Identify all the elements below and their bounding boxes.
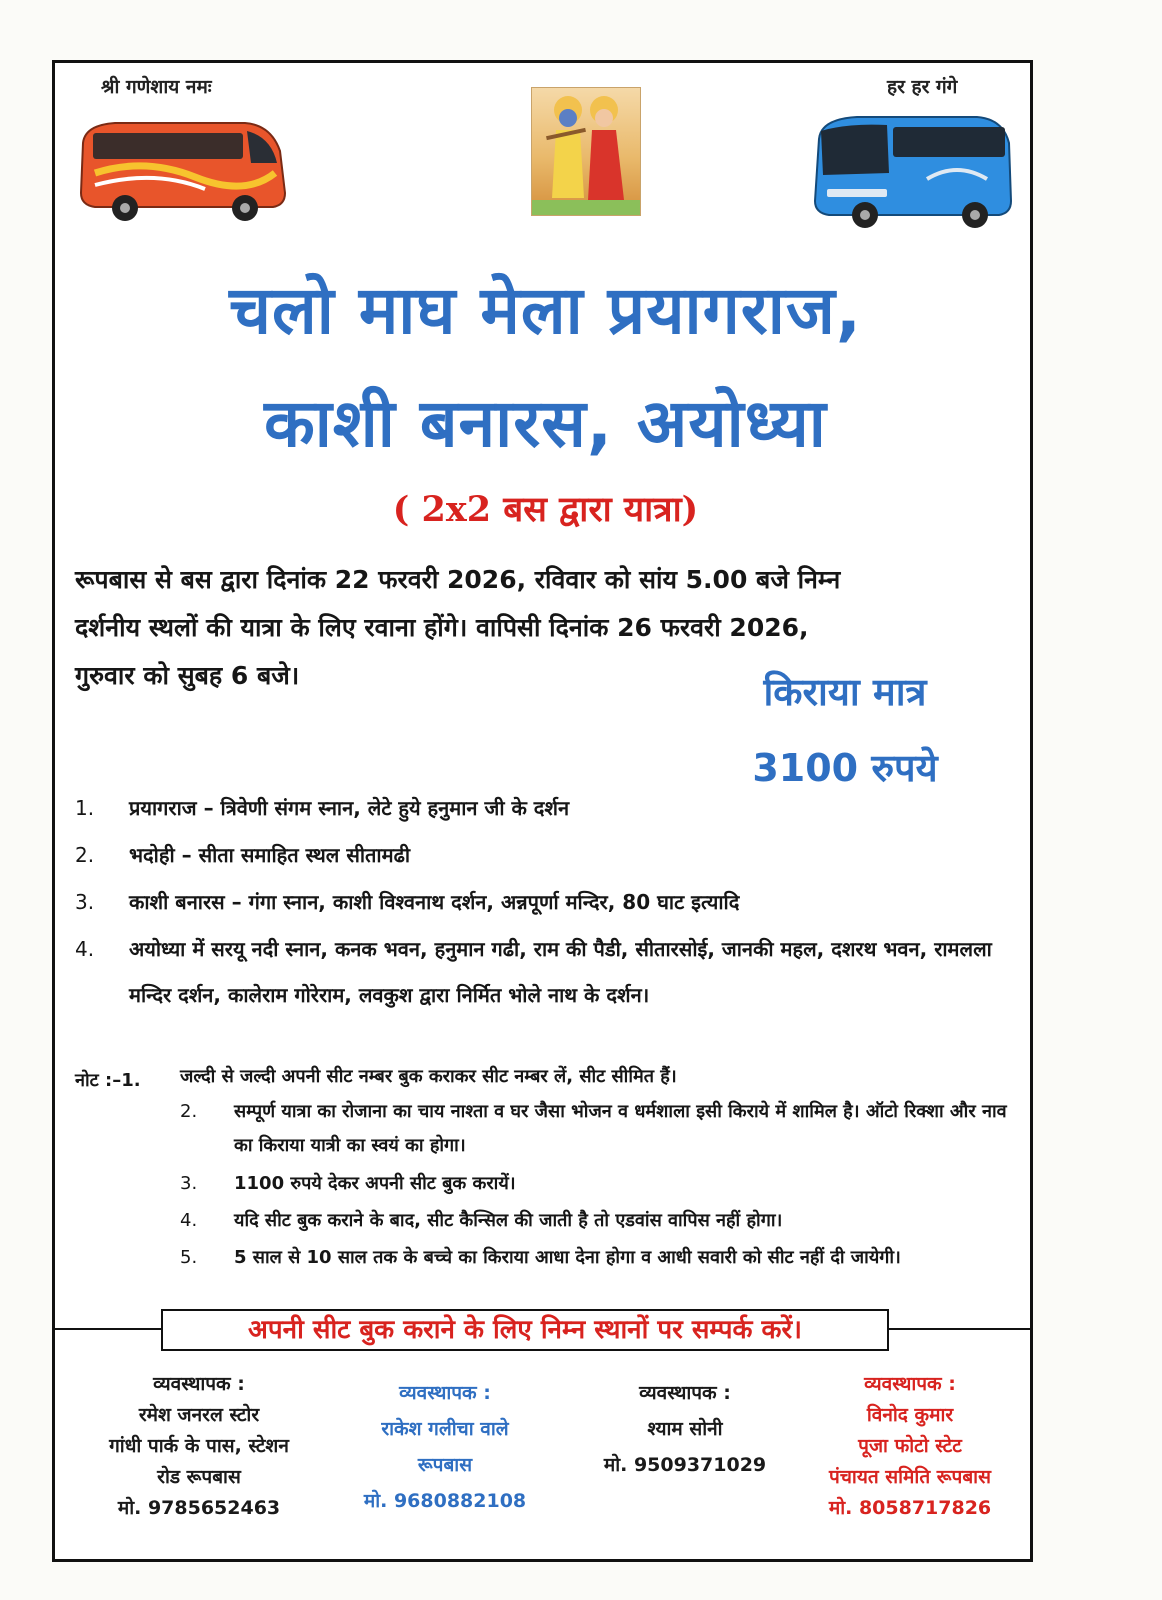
organizer-title: व्यवस्थापक : — [153, 1373, 245, 1395]
greeting-right: हर हर गंगे — [887, 76, 958, 98]
organizer-phone: मो. 9509371029 — [603, 1454, 767, 1476]
note-number: 4. — [180, 1210, 198, 1231]
organizer-card — [795, 1369, 1025, 1524]
organizer-card — [345, 1375, 545, 1519]
notes-heading: नोट :–1. — [75, 1070, 141, 1091]
note-text: जल्दी से जल्दी अपनी सीट नम्बर बुक कराकर सीट नम्बर लें, सीट सीमित हैं। — [180, 1066, 677, 1087]
organizer-name: विनोद कुमार — [866, 1404, 954, 1426]
organizer-card — [585, 1375, 785, 1483]
fare-label: किराया मात्र — [763, 670, 927, 714]
note-text: सम्पूर्ण यात्रा का रोजाना का चाय नाश्ता व घर जैसा भोजन व धर्मशाला इसी किराये में शामिल है। ऑटो रिक्शा और नाव का किराया यात्री का स्वयं का होगा। — [234, 1101, 1007, 1156]
bus-left-icon — [75, 113, 295, 225]
organizer-name: राकेश गलीचा वाले — [381, 1418, 509, 1440]
organizer-address: पूजा फोटो स्टेट — [858, 1435, 962, 1457]
fare-amount: 3100 रुपये — [752, 746, 938, 790]
organizer-title: व्यवस्थापक : — [639, 1382, 731, 1404]
subtitle: ( 2x2 बस द्वारा यात्रा) — [392, 489, 699, 530]
greeting-left: श्री गणेशाय नमः — [101, 76, 212, 98]
organizer-address: पंचायत समिति रूपबास — [829, 1466, 991, 1488]
organizer-card — [69, 1369, 329, 1524]
list-item-number: 3. — [75, 890, 95, 914]
contact-banner: अपनी सीट बुक कराने के लिए निम्न स्थानों पर सम्पर्क करें। — [161, 1309, 889, 1351]
list-item-text: प्रयागराज – त्रिवेणी संगम स्नान, लेटे हुये हनुमान जी के दर्शन — [129, 796, 570, 820]
note-text: यदि सीट बुक कराने के बाद, सीट कैन्सिल की जाती है तो एडवांस वापिस नहीं होगा। — [234, 1210, 783, 1231]
list-item-number: 2. — [75, 843, 95, 867]
title-line-2: काशी बनारस, अयोध्या — [264, 385, 827, 462]
intro-line-1: रूपबास से बस द्वारा दिनांक 22 फरवरी 2026, रविवार को सांय 5.00 बजे निम्न — [75, 565, 841, 594]
poster-frame — [52, 60, 1033, 1562]
organizer-name: रमेश जनरल स्टोर — [138, 1404, 260, 1426]
organizer-address: रूपबास — [417, 1454, 473, 1476]
intro-line-2: दर्शनीय स्थलों की यात्रा के लिए रवाना होंगे। वापिसी दिनांक 26 फरवरी 2026, — [75, 613, 809, 642]
list-item-number: 1. — [75, 796, 95, 820]
organizer-phone: मो. 9785652463 — [117, 1497, 281, 1519]
list-item-text: काशी बनारस – गंगा स्नान, काशी विश्वनाथ दर्शन, अन्नपूर्णा मन्दिर, 80 घाट इत्यादि — [129, 890, 740, 914]
organizer-name: श्याम सोनी — [647, 1418, 723, 1440]
organizer-title: व्यवस्थापक : — [864, 1373, 956, 1395]
note-number: 5. — [180, 1247, 198, 1268]
organizer-phone: मो. 8058717826 — [828, 1497, 992, 1519]
title-line-1: चलो माघ मेला प्रयागराज, — [229, 272, 862, 349]
organizer-phone: मो. 9680882108 — [363, 1490, 527, 1512]
note-text: 5 साल से 10 साल तक के बच्चे का किराया आधा देना होगा व आधी सवारी को सीट नहीं दी जायेगी। — [234, 1247, 901, 1268]
list-item-text: भदोही – सीता समाहित स्थल सीतामढी — [129, 843, 411, 867]
organizer-title: व्यवस्थापक : — [399, 1382, 491, 1404]
intro-line-3: गुरुवार को सुबह 6 बजे। — [75, 661, 300, 690]
note-number: 3. — [180, 1173, 198, 1194]
note-number: 2. — [180, 1101, 198, 1122]
deity-image — [531, 87, 641, 216]
note-text: 1100 रुपये देकर अपनी सीट बुक करायें। — [234, 1173, 516, 1194]
list-item-number: 4. — [75, 937, 95, 961]
bus-right-icon — [807, 109, 1017, 233]
list-item-text: अयोध्या में सरयू नदी स्नान, कनक भवन, हनुमान गढी, राम की पैडी, सीतारसोई, जानकी महल, दशरथ भवन, रामलला मन्दिर दर्शन, कालेराम गोरेराम, लवकुश द्वारा निर्मित भोले नाथ के दर्शन। — [129, 937, 992, 1007]
organizer-address: गांधी पार्क के पास, स्टेशन — [109, 1435, 289, 1457]
organizer-address: रोड रूपबास — [157, 1466, 241, 1488]
